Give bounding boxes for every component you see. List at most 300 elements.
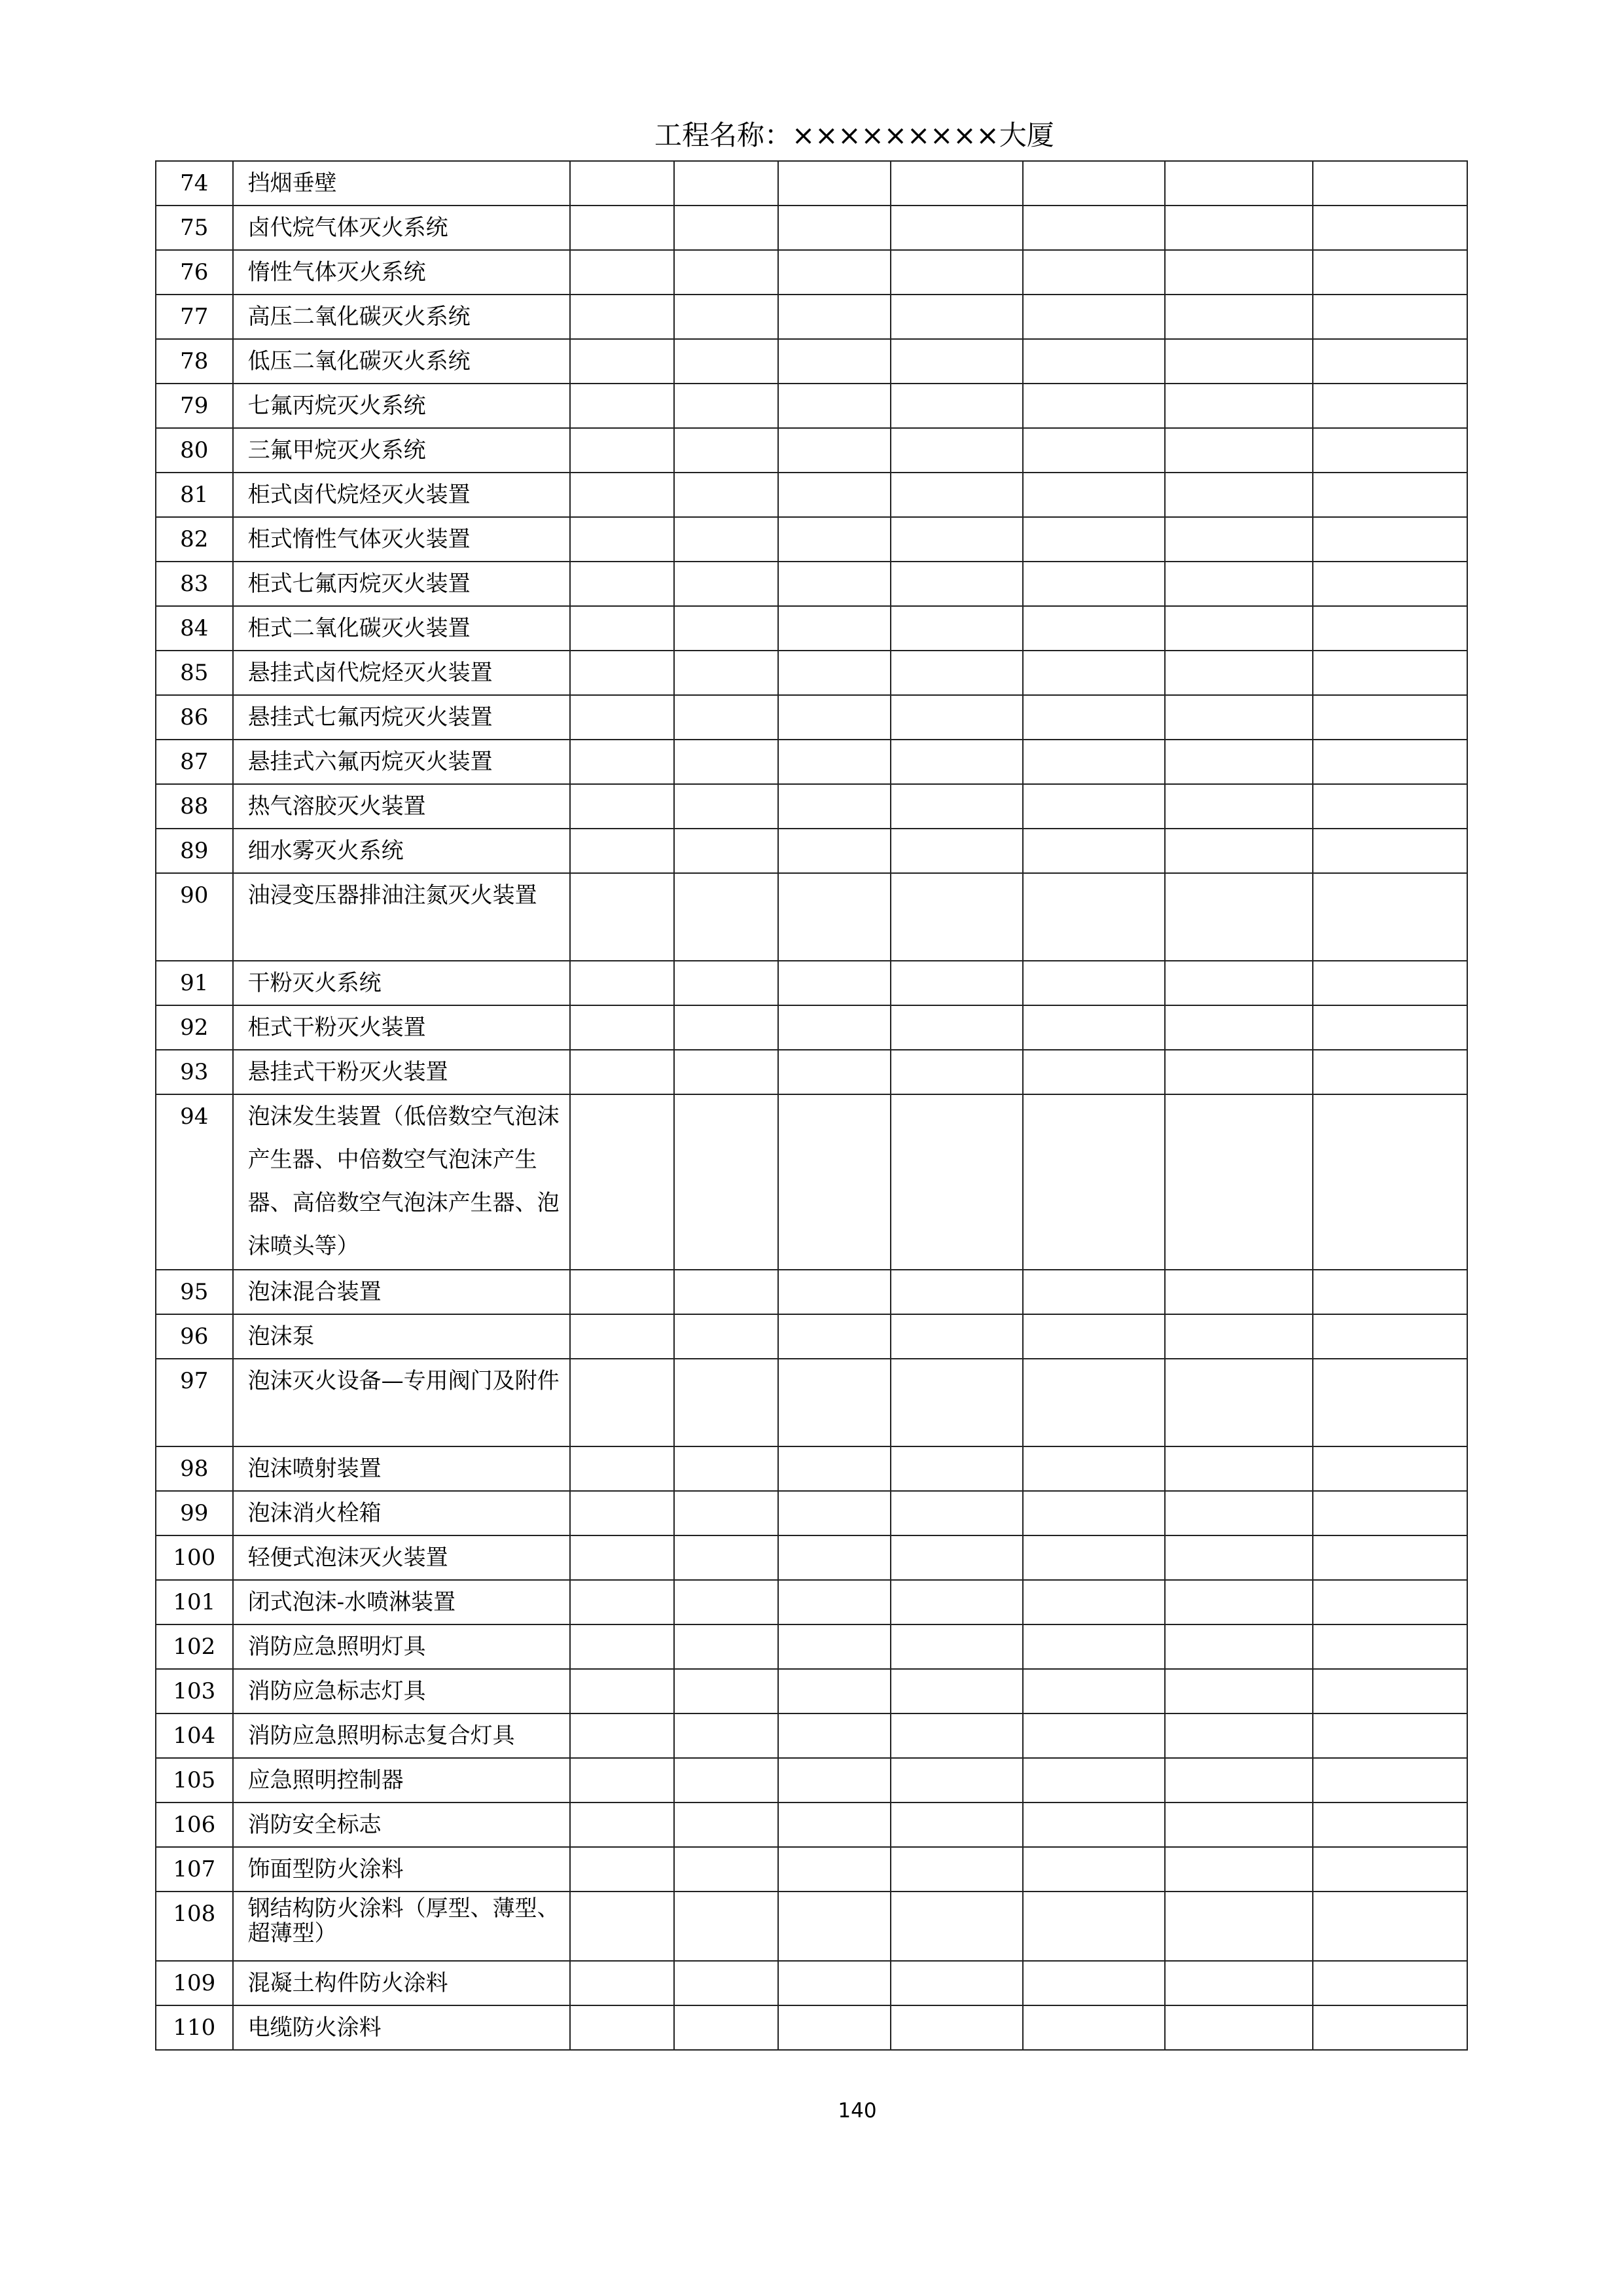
table-row xyxy=(156,428,1467,473)
empty-cell xyxy=(891,1314,1023,1359)
empty-cell xyxy=(674,1669,778,1713)
table-row xyxy=(156,740,1467,784)
empty-cell xyxy=(1313,1314,1467,1359)
empty-cell xyxy=(891,473,1023,517)
empty-cell xyxy=(891,339,1023,384)
empty-cell xyxy=(1023,2005,1165,2050)
empty-cell xyxy=(1165,873,1313,961)
item-number: 85 xyxy=(156,651,233,695)
empty-cell xyxy=(778,295,891,339)
empty-cell xyxy=(674,2005,778,2050)
product-name: 柜式干粉灭火装置 xyxy=(233,1005,571,1050)
table-row xyxy=(156,829,1467,873)
empty-cell xyxy=(891,740,1023,784)
product-name: 泡沫消火栓箱 xyxy=(233,1491,571,1535)
empty-cell xyxy=(778,1624,891,1669)
product-name: 泡沫喷射装置 xyxy=(233,1446,571,1491)
empty-cell xyxy=(1313,1491,1467,1535)
empty-cell xyxy=(1313,562,1467,606)
empty-cell xyxy=(570,161,674,206)
empty-cell xyxy=(1165,784,1313,829)
empty-cell xyxy=(1165,1624,1313,1669)
empty-cell xyxy=(891,1535,1023,1580)
empty-cell xyxy=(1313,1669,1467,1713)
item-number: 110 xyxy=(156,2005,233,2050)
empty-cell xyxy=(891,1359,1023,1446)
empty-cell xyxy=(1165,1446,1313,1491)
table-row xyxy=(156,2005,1467,2050)
table-row xyxy=(156,1847,1467,1892)
product-name: 消防应急照明标志复合灯具 xyxy=(233,1713,571,1758)
table-row xyxy=(156,1713,1467,1758)
empty-cell xyxy=(778,829,891,873)
table-row xyxy=(156,1270,1467,1314)
empty-cell xyxy=(1165,1669,1313,1713)
empty-cell xyxy=(674,428,778,473)
empty-cell xyxy=(570,961,674,1005)
empty-cell xyxy=(1165,1094,1313,1270)
product-name: 干粉灭火系统 xyxy=(233,961,571,1005)
empty-cell xyxy=(891,1624,1023,1669)
empty-cell xyxy=(1165,1847,1313,1892)
empty-cell xyxy=(674,161,778,206)
table-row xyxy=(156,206,1467,250)
empty-cell xyxy=(891,562,1023,606)
empty-cell xyxy=(570,1535,674,1580)
table-row xyxy=(156,1961,1467,2005)
empty-cell xyxy=(1023,1491,1165,1535)
item-number: 103 xyxy=(156,1669,233,1713)
empty-cell xyxy=(570,1847,674,1892)
empty-cell xyxy=(778,517,891,562)
table-row xyxy=(156,1892,1467,1961)
empty-cell xyxy=(1313,1359,1467,1446)
empty-cell xyxy=(674,1758,778,1803)
empty-cell xyxy=(1023,339,1165,384)
empty-cell xyxy=(1165,1314,1313,1359)
empty-cell xyxy=(891,1050,1023,1094)
table-row xyxy=(156,784,1467,829)
product-name: 应急照明控制器 xyxy=(233,1758,571,1803)
empty-cell xyxy=(891,384,1023,428)
empty-cell xyxy=(1313,1580,1467,1624)
empty-cell xyxy=(1023,784,1165,829)
empty-cell xyxy=(570,1270,674,1314)
empty-cell xyxy=(1023,206,1165,250)
empty-cell xyxy=(1165,473,1313,517)
product-name: 柜式惰性气体灭火装置 xyxy=(233,517,571,562)
empty-cell xyxy=(570,1050,674,1094)
product-name: 细水雾灭火系统 xyxy=(233,829,571,873)
item-number: 86 xyxy=(156,695,233,740)
empty-cell xyxy=(674,1094,778,1270)
empty-cell xyxy=(1313,1270,1467,1314)
empty-cell xyxy=(891,829,1023,873)
empty-cell xyxy=(1313,1094,1467,1270)
table-row xyxy=(156,384,1467,428)
empty-cell xyxy=(570,1624,674,1669)
product-name: 柜式二氧化碳灭火装置 xyxy=(233,606,571,651)
empty-cell xyxy=(778,384,891,428)
empty-cell xyxy=(674,961,778,1005)
empty-cell xyxy=(570,1803,674,1847)
empty-cell xyxy=(570,1758,674,1803)
empty-cell xyxy=(891,250,1023,295)
item-number: 97 xyxy=(156,1359,233,1446)
empty-cell xyxy=(1313,1005,1467,1050)
empty-cell xyxy=(1023,1669,1165,1713)
empty-cell xyxy=(778,1803,891,1847)
item-number: 100 xyxy=(156,1535,233,1580)
empty-cell xyxy=(1313,1803,1467,1847)
empty-cell xyxy=(1165,517,1313,562)
empty-cell xyxy=(778,1580,891,1624)
table-row xyxy=(156,1446,1467,1491)
empty-cell xyxy=(674,1713,778,1758)
empty-cell xyxy=(778,1847,891,1892)
empty-cell xyxy=(1023,1005,1165,1050)
empty-cell xyxy=(570,428,674,473)
empty-cell xyxy=(891,517,1023,562)
empty-cell xyxy=(570,1359,674,1446)
empty-cell xyxy=(1313,1961,1467,2005)
empty-cell xyxy=(778,1535,891,1580)
empty-cell xyxy=(1023,1535,1165,1580)
empty-cell xyxy=(674,1847,778,1892)
empty-cell xyxy=(778,873,891,961)
empty-cell xyxy=(1313,2005,1467,2050)
empty-cell xyxy=(570,1669,674,1713)
empty-cell xyxy=(1165,1050,1313,1094)
product-name: 挡烟垂壁 xyxy=(233,161,571,206)
empty-cell xyxy=(674,517,778,562)
item-number: 96 xyxy=(156,1314,233,1359)
table-row xyxy=(156,517,1467,562)
empty-cell xyxy=(570,384,674,428)
empty-cell xyxy=(891,1491,1023,1535)
empty-cell xyxy=(778,339,891,384)
empty-cell xyxy=(778,606,891,651)
empty-cell xyxy=(674,740,778,784)
product-name: 低压二氧化碳灭火系统 xyxy=(233,339,571,384)
empty-cell xyxy=(674,829,778,873)
empty-cell xyxy=(1165,1713,1313,1758)
item-number: 89 xyxy=(156,829,233,873)
product-name: 钢结构防火涂料（厚型、薄型、超薄型） xyxy=(233,1892,571,1961)
item-number: 88 xyxy=(156,784,233,829)
empty-cell xyxy=(1023,295,1165,339)
item-number: 105 xyxy=(156,1758,233,1803)
empty-cell xyxy=(778,1491,891,1535)
table-row xyxy=(156,1359,1467,1446)
empty-cell xyxy=(570,1005,674,1050)
empty-cell xyxy=(891,206,1023,250)
empty-cell xyxy=(778,1669,891,1713)
empty-cell xyxy=(1313,1758,1467,1803)
empty-cell xyxy=(891,1847,1023,1892)
item-number: 93 xyxy=(156,1050,233,1094)
empty-cell xyxy=(891,784,1023,829)
table-row xyxy=(156,295,1467,339)
empty-cell xyxy=(1313,1847,1467,1892)
empty-cell xyxy=(1023,161,1165,206)
empty-cell xyxy=(570,2005,674,2050)
empty-cell xyxy=(570,295,674,339)
item-number: 90 xyxy=(156,873,233,961)
empty-cell xyxy=(570,1446,674,1491)
product-name: 消防应急标志灯具 xyxy=(233,1669,571,1713)
empty-cell xyxy=(674,1803,778,1847)
product-name: 闭式泡沫-水喷淋装置 xyxy=(233,1580,571,1624)
empty-cell xyxy=(891,961,1023,1005)
empty-cell xyxy=(1023,1624,1165,1669)
empty-cell xyxy=(1023,1758,1165,1803)
table-row xyxy=(156,961,1467,1005)
empty-cell xyxy=(1165,606,1313,651)
empty-cell xyxy=(778,1050,891,1094)
empty-cell xyxy=(570,1094,674,1270)
empty-cell xyxy=(570,1713,674,1758)
table-row xyxy=(156,1005,1467,1050)
product-name: 油浸变压器排油注氮灭火装置 xyxy=(233,873,571,961)
empty-cell xyxy=(1165,250,1313,295)
empty-cell xyxy=(674,1270,778,1314)
empty-cell xyxy=(778,784,891,829)
empty-cell xyxy=(1165,295,1313,339)
empty-cell xyxy=(1023,961,1165,1005)
empty-cell xyxy=(1023,740,1165,784)
empty-cell xyxy=(891,1669,1023,1713)
item-number: 84 xyxy=(156,606,233,651)
empty-cell xyxy=(891,1094,1023,1270)
empty-cell xyxy=(1165,161,1313,206)
empty-cell xyxy=(570,250,674,295)
empty-cell xyxy=(1313,829,1467,873)
empty-cell xyxy=(891,1713,1023,1758)
item-number: 106 xyxy=(156,1803,233,1847)
empty-cell xyxy=(778,1005,891,1050)
table-row xyxy=(156,1624,1467,1669)
empty-cell xyxy=(1023,1270,1165,1314)
empty-cell xyxy=(1023,606,1165,651)
empty-cell xyxy=(891,428,1023,473)
empty-cell xyxy=(570,206,674,250)
empty-cell xyxy=(1313,1713,1467,1758)
empty-cell xyxy=(891,651,1023,695)
item-number: 78 xyxy=(156,339,233,384)
item-number: 76 xyxy=(156,250,233,295)
empty-cell xyxy=(674,873,778,961)
empty-cell xyxy=(891,2005,1023,2050)
empty-cell xyxy=(570,1580,674,1624)
empty-cell xyxy=(1313,606,1467,651)
item-number: 87 xyxy=(156,740,233,784)
item-number: 107 xyxy=(156,1847,233,1892)
table-row xyxy=(156,873,1467,961)
product-name: 卤代烷气体灭火系统 xyxy=(233,206,571,250)
empty-cell xyxy=(1313,473,1467,517)
empty-cell xyxy=(674,606,778,651)
empty-cell xyxy=(570,1892,674,1961)
empty-cell xyxy=(1023,1094,1165,1270)
empty-cell xyxy=(778,473,891,517)
empty-cell xyxy=(891,606,1023,651)
empty-cell xyxy=(1165,1803,1313,1847)
item-number: 101 xyxy=(156,1580,233,1624)
empty-cell xyxy=(778,1961,891,2005)
table-row xyxy=(156,1050,1467,1094)
empty-cell xyxy=(1313,784,1467,829)
empty-cell xyxy=(778,651,891,695)
empty-cell xyxy=(1313,651,1467,695)
empty-cell xyxy=(674,1892,778,1961)
empty-cell xyxy=(1313,295,1467,339)
empty-cell xyxy=(674,1491,778,1535)
empty-cell xyxy=(570,606,674,651)
product-name: 悬挂式卤代烷烃灭火装置 xyxy=(233,651,571,695)
item-number: 98 xyxy=(156,1446,233,1491)
empty-cell xyxy=(674,473,778,517)
empty-cell xyxy=(1165,1270,1313,1314)
empty-cell xyxy=(674,1624,778,1669)
empty-cell xyxy=(778,1359,891,1446)
empty-cell xyxy=(570,873,674,961)
empty-cell xyxy=(1313,250,1467,295)
empty-cell xyxy=(1165,829,1313,873)
product-name: 消防应急照明灯具 xyxy=(233,1624,571,1669)
empty-cell xyxy=(1313,339,1467,384)
empty-cell xyxy=(674,384,778,428)
empty-cell xyxy=(1023,517,1165,562)
empty-cell xyxy=(674,1359,778,1446)
empty-cell xyxy=(674,1314,778,1359)
empty-cell xyxy=(674,1050,778,1094)
empty-cell xyxy=(1023,1050,1165,1094)
empty-cell xyxy=(778,562,891,606)
empty-cell xyxy=(1165,1961,1313,2005)
empty-cell xyxy=(1023,384,1165,428)
product-name: 饰面型防火涂料 xyxy=(233,1847,571,1892)
product-name: 泡沫灭火设备—专用阀门及附件 xyxy=(233,1359,571,1446)
empty-cell xyxy=(674,295,778,339)
table-row xyxy=(156,1758,1467,1803)
table-row xyxy=(156,695,1467,740)
empty-cell xyxy=(570,651,674,695)
item-number: 108 xyxy=(156,1892,233,1961)
empty-cell xyxy=(570,695,674,740)
empty-cell xyxy=(674,339,778,384)
table-row xyxy=(156,339,1467,384)
product-name: 三氟甲烷灭火系统 xyxy=(233,428,571,473)
empty-cell xyxy=(570,740,674,784)
empty-cell xyxy=(1023,1359,1165,1446)
empty-cell xyxy=(891,1758,1023,1803)
product-name: 悬挂式七氟丙烷灭火装置 xyxy=(233,695,571,740)
empty-cell xyxy=(1165,206,1313,250)
empty-cell xyxy=(778,161,891,206)
table-row xyxy=(156,1535,1467,1580)
empty-cell xyxy=(1023,473,1165,517)
empty-cell xyxy=(674,250,778,295)
item-number: 82 xyxy=(156,517,233,562)
item-number: 75 xyxy=(156,206,233,250)
table-row xyxy=(156,250,1467,295)
table-row xyxy=(156,161,1467,206)
table-row xyxy=(156,651,1467,695)
item-number: 74 xyxy=(156,161,233,206)
empty-cell xyxy=(891,1446,1023,1491)
empty-cell xyxy=(1165,339,1313,384)
empty-cell xyxy=(1313,384,1467,428)
empty-cell xyxy=(778,2005,891,2050)
item-number: 99 xyxy=(156,1491,233,1535)
empty-cell xyxy=(891,695,1023,740)
empty-cell xyxy=(1165,1892,1313,1961)
empty-cell xyxy=(778,1094,891,1270)
empty-cell xyxy=(1165,2005,1313,2050)
empty-cell xyxy=(1023,651,1165,695)
empty-cell xyxy=(891,1961,1023,2005)
empty-cell xyxy=(674,1961,778,2005)
product-name: 电缆防火涂料 xyxy=(233,2005,571,2050)
empty-cell xyxy=(1165,695,1313,740)
item-number: 91 xyxy=(156,961,233,1005)
empty-cell xyxy=(1313,428,1467,473)
empty-cell xyxy=(1023,1314,1165,1359)
empty-cell xyxy=(891,1270,1023,1314)
empty-cell xyxy=(778,206,891,250)
empty-cell xyxy=(1313,695,1467,740)
item-number: 95 xyxy=(156,1270,233,1314)
empty-cell xyxy=(674,1580,778,1624)
empty-cell xyxy=(1165,651,1313,695)
empty-cell xyxy=(778,1270,891,1314)
empty-cell xyxy=(1313,1050,1467,1094)
project-name-header: 工程名称：×××××××××大厦 xyxy=(654,119,1054,151)
empty-cell xyxy=(778,961,891,1005)
product-name: 消防安全标志 xyxy=(233,1803,571,1847)
empty-cell xyxy=(1023,250,1165,295)
empty-cell xyxy=(1023,1446,1165,1491)
empty-cell xyxy=(778,1314,891,1359)
empty-cell xyxy=(1023,1713,1165,1758)
empty-cell xyxy=(1165,740,1313,784)
empty-cell xyxy=(1165,384,1313,428)
empty-cell xyxy=(778,695,891,740)
product-name: 轻便式泡沫灭火装置 xyxy=(233,1535,571,1580)
product-name: 惰性气体灭火系统 xyxy=(233,250,571,295)
empty-cell xyxy=(1313,517,1467,562)
empty-cell xyxy=(1023,873,1165,961)
table-row xyxy=(156,1580,1467,1624)
table-row xyxy=(156,1803,1467,1847)
empty-cell xyxy=(1313,1892,1467,1961)
empty-cell xyxy=(1023,1580,1165,1624)
empty-cell xyxy=(1023,1961,1165,2005)
product-name: 悬挂式六氟丙烷灭火装置 xyxy=(233,740,571,784)
empty-cell xyxy=(891,1005,1023,1050)
table-row xyxy=(156,562,1467,606)
empty-cell xyxy=(891,1892,1023,1961)
item-number: 92 xyxy=(156,1005,233,1050)
empty-cell xyxy=(778,428,891,473)
product-name: 高压二氧化碳灭火系统 xyxy=(233,295,571,339)
item-number: 104 xyxy=(156,1713,233,1758)
empty-cell xyxy=(570,1491,674,1535)
empty-cell xyxy=(778,1446,891,1491)
item-number: 80 xyxy=(156,428,233,473)
empty-cell xyxy=(778,1713,891,1758)
